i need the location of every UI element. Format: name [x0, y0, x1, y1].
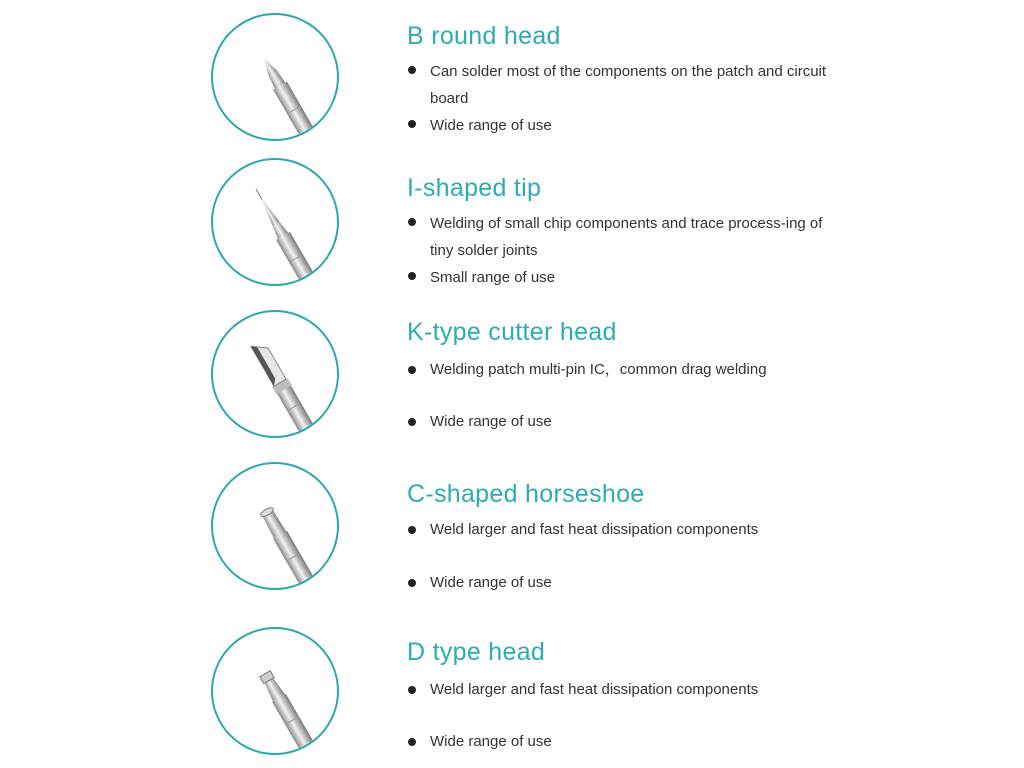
bullet-dot — [408, 738, 416, 746]
bullet-text: Small range of use — [430, 269, 556, 286]
bullet-text: Weld larger and fast heat dissipation components — [430, 521, 759, 538]
tip-title: C-shaped horseshoe — [407, 480, 645, 508]
bullet-dot — [408, 418, 416, 426]
bullet-dot — [408, 526, 416, 534]
i-shaped-tip-icon — [211, 158, 339, 286]
bullet-text: Wide range of use — [430, 117, 552, 134]
bullet-dot — [408, 272, 416, 280]
tip-title: I-shaped tip — [407, 174, 542, 202]
bullet-dot — [408, 218, 416, 226]
bullet-text: Weld larger and fast heat dissipation components — [430, 681, 759, 698]
bullet-dot — [408, 579, 416, 587]
bullet-text: Welding patch multi-pin IC，common drag welding — [430, 361, 767, 378]
tip-title: B round head — [407, 22, 561, 50]
k-type-tip-icon — [211, 310, 339, 438]
bullet-dot — [408, 366, 416, 374]
d-type-tip-icon — [211, 627, 339, 755]
bullet-text: Welding of small chip components and trace process-ing of tiny solder joints — [430, 215, 823, 259]
bullet-dot — [408, 686, 416, 694]
tip-title: K-type cutter head — [407, 318, 617, 346]
bullet-text: Wide range of use — [430, 413, 552, 430]
bullet-text: Wide range of use — [430, 733, 552, 750]
bullet-text: Can solder most of the components on the patch and circuit board — [430, 63, 827, 107]
c-horseshoe-tip-icon — [211, 462, 339, 590]
tip-title: D type head — [407, 638, 546, 666]
bullet-text: Wide range of use — [430, 574, 552, 591]
